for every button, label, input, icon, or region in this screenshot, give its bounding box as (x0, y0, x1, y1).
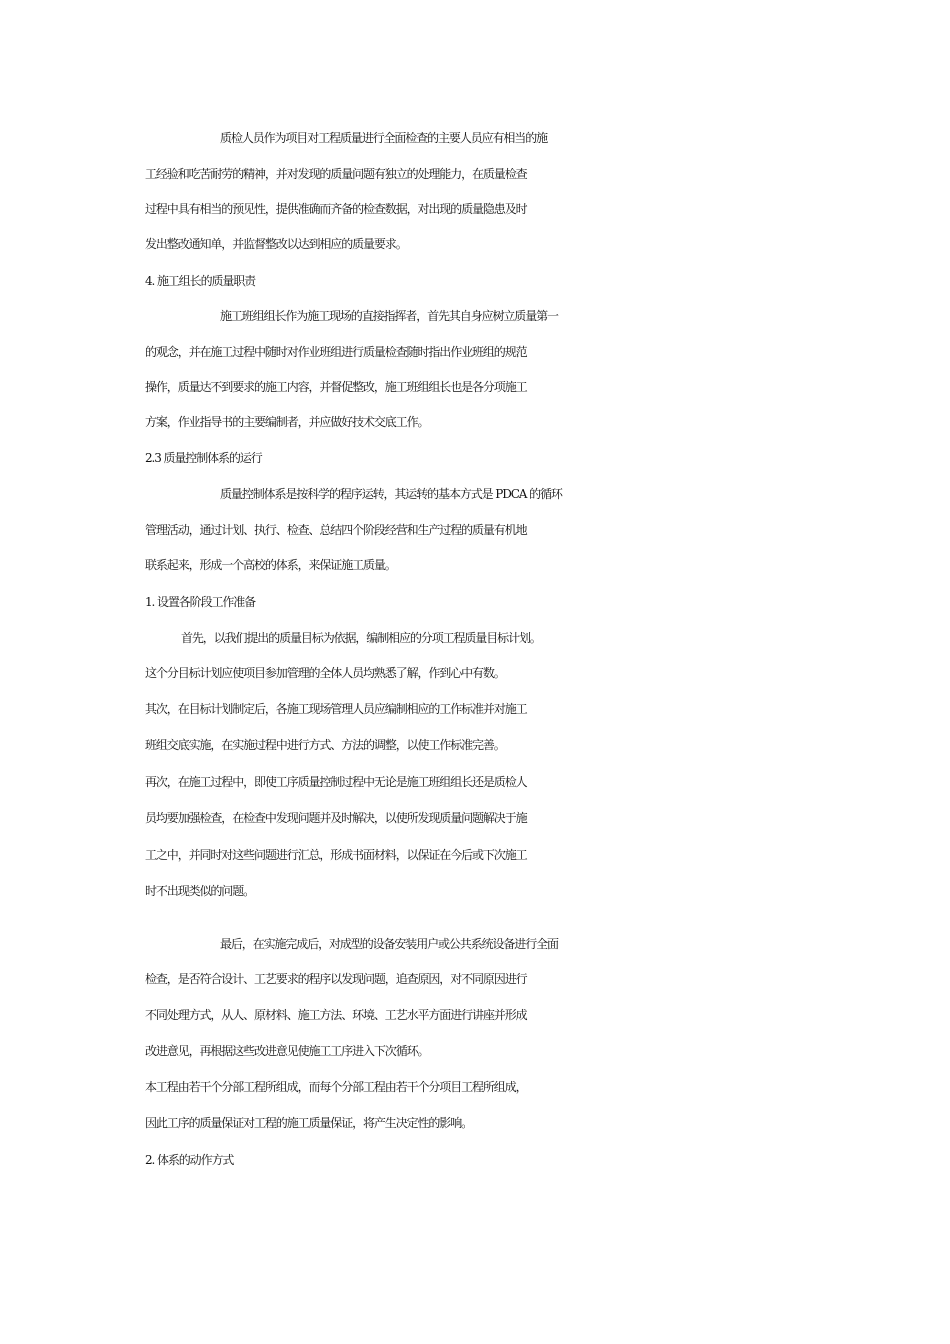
paragraph-line: 改进意见，再根据这些改进意见使施工工序进入下次循环。 (145, 1044, 429, 1058)
paragraph-line: 方案，作业指导书的主要编制者，并应做好技术交底工作。 (145, 415, 429, 429)
section-heading: 2. 体系的动作方式 (145, 1153, 234, 1167)
paragraph-line: 时不出现类似的问题。 (145, 884, 255, 898)
paragraph-line: 操作，质量达不到要求的施工内容，并督促整改，施工班组组长也是各分项施工 (145, 380, 527, 394)
paragraph-line: 因此工序的质量保证对工程的施工质量保证，将产生决定性的影响。 (145, 1116, 473, 1130)
paragraph-line: 检查，是否符合设计、工艺要求的程序以发现问题，追查原因，对不同原因进行 (145, 972, 527, 986)
paragraph-line: 质检人员作为项目对工程质量进行全面检查的主要人员应有相当的施 (220, 131, 548, 145)
paragraph-line: 管理活动，通过计划、执行、检查、总结四个阶段经营和生产过程的质量有机地 (145, 523, 527, 537)
paragraph-line: 其次，在目标计划制定后，各施工现场管理人员应编制相应的工作标准并对施工 (145, 702, 527, 716)
paragraph-line: 质量控制体系是按科学的程序运转，其运转的基本方式是 PDCA 的循环 (220, 487, 562, 501)
paragraph-line: 的观念，并在施工过程中随时对作业班组进行质量检查随时指出作业班组的规范 (145, 345, 527, 359)
paragraph-line: 施工班组组长作为施工现场的直接指挥者，首先其自身应树立质量第一 (220, 309, 558, 323)
section-heading: 1. 设置各阶段工作准备 (145, 595, 256, 609)
paragraph-line: 最后，在实施完成后，对成型的设备安装用户或公共系统设备进行全面 (220, 937, 558, 951)
section-heading: 2.3 质量控制体系的运行 (145, 451, 262, 465)
paragraph-line: 员均要加强检查，在检查中发现问题并及时解决，以使所发现质量问题解决于施 (145, 811, 527, 825)
paragraph-line: 本工程由若干个分部工程所组成，而每个分部工程由若干个分项目工程所组成， (145, 1080, 527, 1094)
paragraph-line: 联系起来，形成一个高校的体系，来保证施工质量。 (145, 558, 396, 572)
paragraph-line: 工之中，并同时对这些问题进行汇总，形成书面材料，以保证在今后或下次施工 (145, 848, 527, 862)
paragraph-line: 再次，在施工过程中，即使工序质量控制过程中无论是施工班组组长还是质检人 (145, 775, 527, 789)
paragraph-line: 发出整改通知单，并监督整改以达到相应的质量要求。 (145, 237, 407, 251)
paragraph-line: 过程中具有相当的预见性，提供准确而齐备的检查数据，对出现的质量隐患及时 (145, 202, 527, 216)
paragraph-line: 这个分目标计划应使项目参加管理的全体人员均熟悉了解，作到心中有数。 (145, 666, 505, 680)
paragraph-line: 首先，以我们提出的质量目标为依据，编制相应的分项工程质量目标计划。 (181, 631, 541, 645)
section-heading: 4. 施工组长的质量职责 (145, 274, 256, 288)
paragraph-line: 班组交底实施，在实施过程中进行方式、方法的调整，以使工作标准完善。 (145, 738, 505, 752)
paragraph-line: 工经验和吃苦耐劳的精神，并对发现的质量问题有独立的处理能力，在质量检查 (145, 167, 527, 181)
paragraph-line: 不同处理方式，从人、原材料、施工方法、环境、工艺水平方面进行讲座并形成 (145, 1008, 527, 1022)
